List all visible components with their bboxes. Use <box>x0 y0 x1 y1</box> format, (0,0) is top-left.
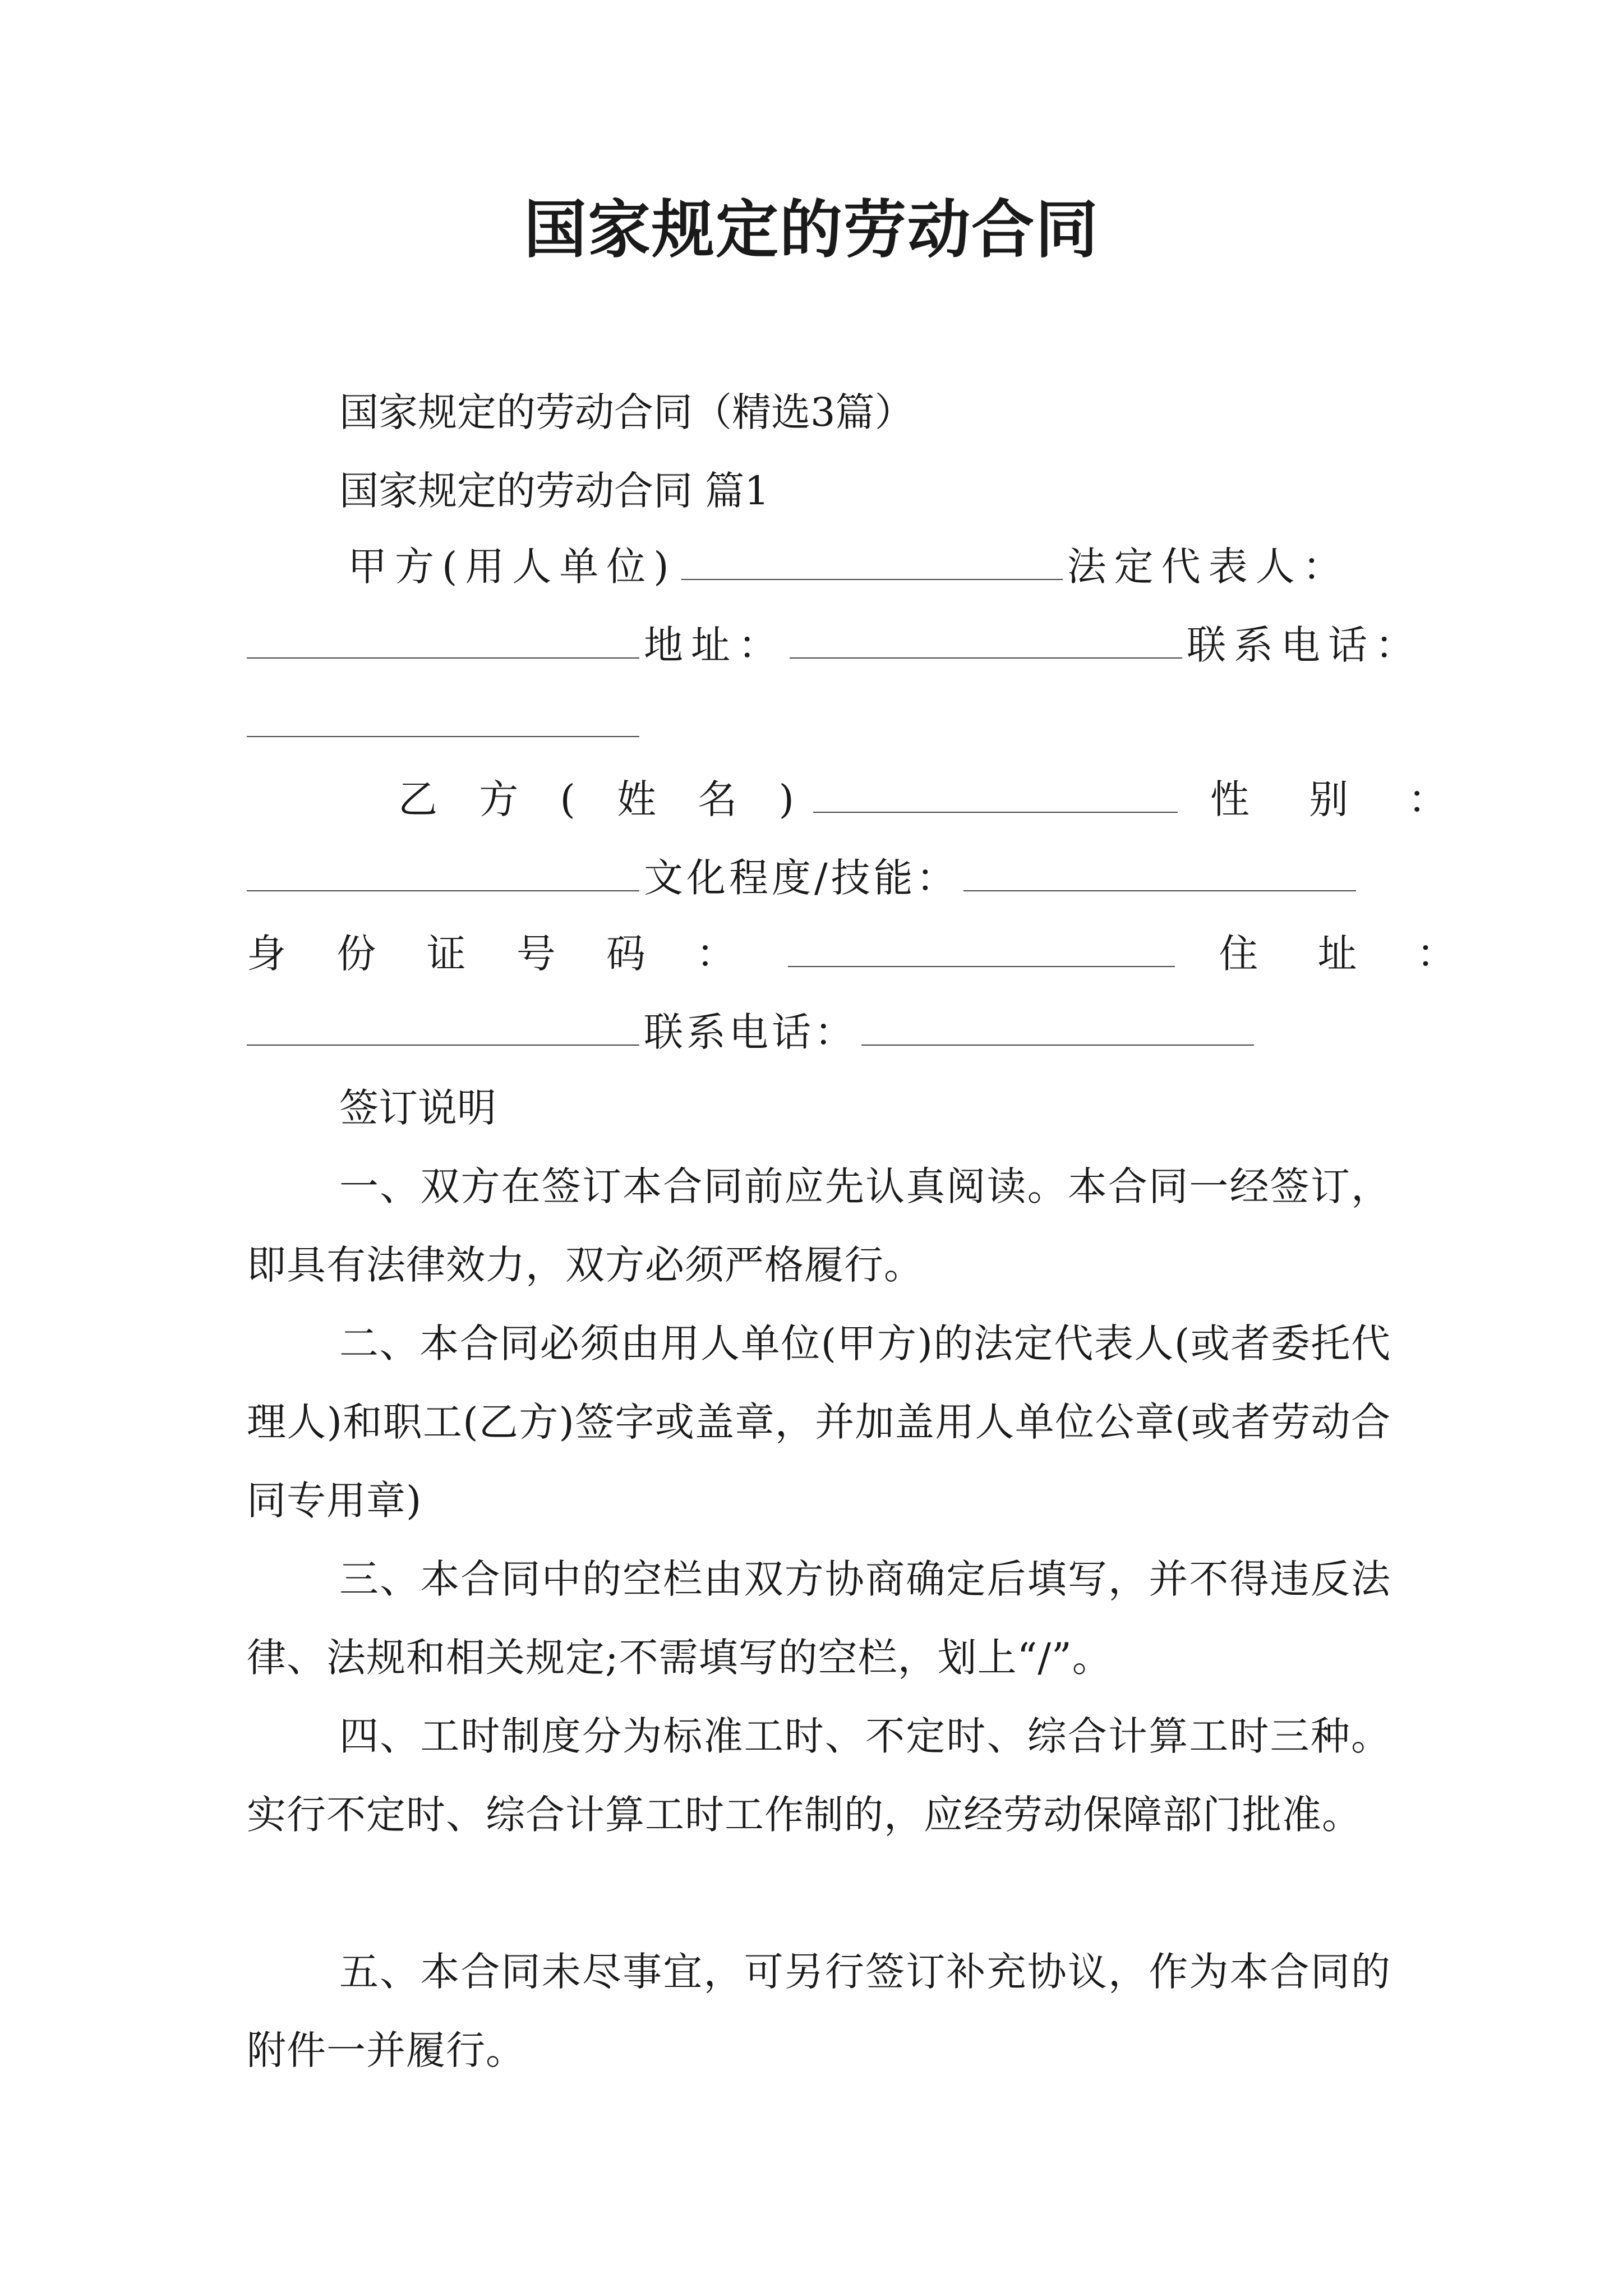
instruction-paragraph-3: 三、本合同中的空栏由双方协商确定后填写，并不得违反法律、法规和相关规定;不需填写的空栏，划上“/”。 <box>247 1556 1391 1681</box>
id-label: 身 份 证 号 码 ： <box>247 931 755 977</box>
address-blank[interactable] <box>790 623 1182 659</box>
legal-rep-blank[interactable] <box>247 623 639 659</box>
party-b-label: 乙 方 ( 姓 名 ) <box>398 776 809 822</box>
party-b-row <box>398 774 1471 825</box>
phone-blank-b[interactable] <box>861 1010 1254 1046</box>
instruction-paragraph-1: 一、双方在签订本合同前应先认真阅读。本合同一经签订，即具有法律效力，双方必须严格履行。 <box>247 1163 1391 1288</box>
phone-blank[interactable] <box>247 701 639 737</box>
education-label: 文化程度/技能： <box>644 855 959 901</box>
education-row <box>247 853 1391 903</box>
residence-row <box>247 1007 1391 1057</box>
document-title: 国家规定的劳动合同 <box>524 193 1099 266</box>
document-subtitle: 国家规定的劳动合同（精选3篇） <box>339 389 914 435</box>
id-blank[interactable] <box>788 931 1175 967</box>
instructions-heading: 签订说明 <box>339 1085 496 1131</box>
residence-label: 住 址 ： <box>1219 931 1479 977</box>
phone-blank-row <box>247 698 1391 749</box>
instruction-paragraph-2: 二、本合同必须由用人单位(甲方)的法定代表人(或者委托代理人)和职工(乙方)签字或盖章，并加盖用人单位公章(或者劳动合同专用章) <box>247 1320 1391 1524</box>
party-a-label: 甲方(用人单位) <box>348 544 677 590</box>
address-row <box>247 620 1422 670</box>
section-heading: 国家规定的劳动合同 篇1 <box>339 468 769 514</box>
gender-blank[interactable] <box>247 855 639 891</box>
gender-label: 性 别 ： <box>1210 776 1471 822</box>
party-a-blank[interactable] <box>681 544 1063 580</box>
party-a-row <box>348 541 1391 592</box>
legal-rep-label: 法定代表人： <box>1067 544 1350 590</box>
residence-blank[interactable] <box>247 1010 639 1046</box>
phone-label: 联系电话： <box>1187 622 1422 668</box>
instruction-paragraph-4: 四、工时制度分为标准工时、不定时、综合计算工时三种。实行不定时、综合计算工时工作制的，应经劳动保障部门批准。 <box>247 1713 1391 1838</box>
address-label: 地址： <box>644 622 785 668</box>
instruction-paragraph-5: 五、本合同未尽事宜，可另行签订补充协议，作为本合同的附件一并履行。 <box>247 1949 1391 2073</box>
id-row <box>247 928 1479 979</box>
phone-label-b: 联系电话： <box>644 1009 857 1055</box>
education-blank[interactable] <box>963 855 1356 891</box>
party-b-blank[interactable] <box>813 777 1178 813</box>
